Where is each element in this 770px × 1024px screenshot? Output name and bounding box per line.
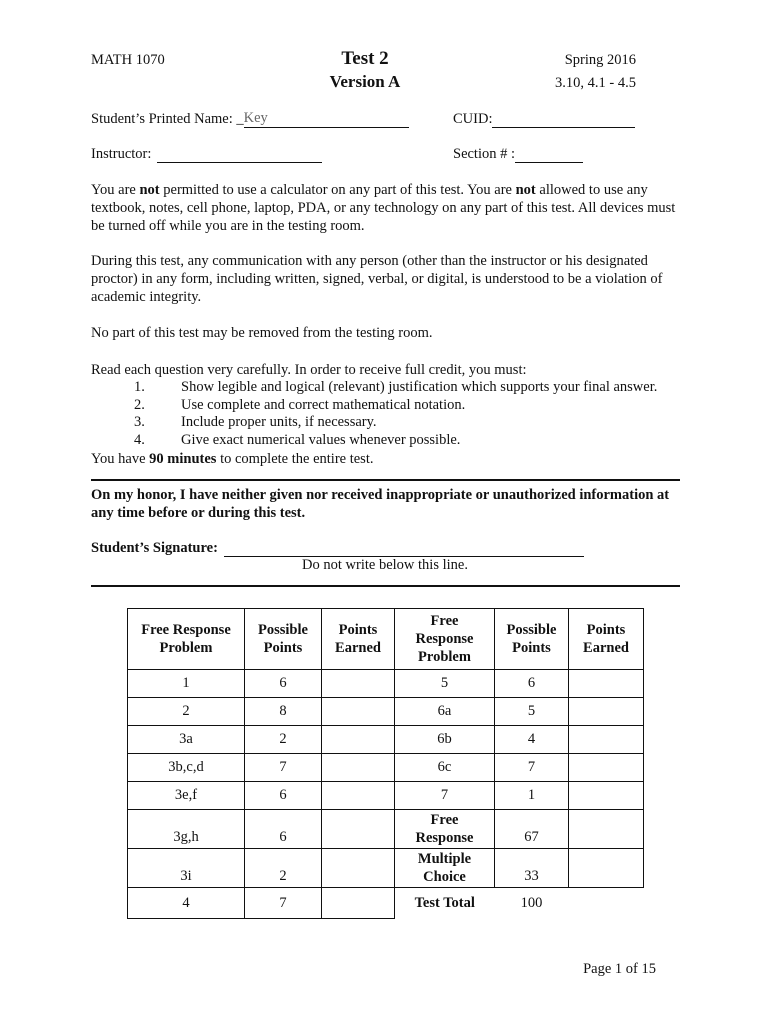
header-points-earned-right: Points Earned <box>569 609 644 670</box>
points-earned-cell[interactable] <box>322 670 395 698</box>
course-code: MATH 1070 <box>91 52 165 68</box>
points-earned-cell[interactable] <box>322 698 395 726</box>
student-name-field <box>91 110 409 128</box>
requirements-list <box>134 379 657 449</box>
do-not-write-note: Do not write below this line. <box>302 557 468 573</box>
cuid-label: CUID: <box>453 111 493 127</box>
points-earned-cell[interactable] <box>569 810 644 849</box>
free-response-points: 67 <box>495 810 569 849</box>
table-row: 3e,f 6 7 1 <box>128 782 644 810</box>
free-response-label: Free Response <box>395 810 495 849</box>
table-row: 3i 2 Multiple Choice 33 <box>128 849 644 888</box>
points-earned-cell[interactable] <box>322 888 395 919</box>
points-earned-cell[interactable] <box>569 670 644 698</box>
test-total-points: 100 <box>520 894 543 911</box>
section-field <box>453 145 583 163</box>
cuid-field <box>453 110 635 128</box>
time-limit: You have 90 minutes to complete the entire test. <box>91 451 374 467</box>
term: Spring 2016 <box>564 52 636 68</box>
test-title: Test 2 <box>341 48 389 69</box>
points-earned-cell[interactable] <box>322 810 395 849</box>
page-number: Page 1 of 15 <box>583 961 656 977</box>
points-earned-cell[interactable] <box>569 782 644 810</box>
divider-top <box>91 479 680 481</box>
multiple-choice-points: 33 <box>495 849 569 888</box>
header-possible-points-right: Possible Points <box>495 609 569 670</box>
student-name-label: Student’s Printed Name: _ <box>91 111 244 127</box>
points-earned-cell[interactable] <box>569 726 644 754</box>
table-row: 1 6 5 6 <box>128 670 644 698</box>
divider-bottom <box>91 585 680 587</box>
student-name-blank[interactable] <box>244 110 409 128</box>
points-earned-cell[interactable] <box>322 782 395 810</box>
points-earned-cell[interactable] <box>322 726 395 754</box>
requirement-item: 3. Include proper units, if necessary. <box>134 414 377 431</box>
header-points-earned: Points Earned <box>322 609 395 670</box>
points-earned-cell[interactable] <box>322 849 395 888</box>
points-earned-cell[interactable] <box>569 698 644 726</box>
header-free-response-problem: Free Response Problem <box>128 609 245 670</box>
integrity-policy: During this test, any communication with any person (other than the instructor or his designated proctor) in any form, including written, signed, verbal, or digital, is understood to be a violation of academic integrity. <box>91 253 663 305</box>
points-earned-cell[interactable] <box>569 849 644 888</box>
test-total-label: Test Total <box>414 894 475 911</box>
instructor-blank[interactable] <box>157 145 322 163</box>
test-version: Version A <box>329 72 401 91</box>
cuid-blank[interactable] <box>492 110 635 128</box>
table-row: 3b,c,d 7 6c 7 <box>128 754 644 782</box>
sections-covered: 3.10, 4.1 - 4.5 <box>555 75 636 91</box>
signature-field <box>91 539 584 557</box>
requirement-item: 2. Use complete and correct mathematical notation. <box>134 396 466 413</box>
instructor-label: Instructor: <box>91 146 152 162</box>
points-earned-cell[interactable] <box>569 754 644 782</box>
requirement-item: 4. Give exact numerical values whenever possible. <box>134 431 461 448</box>
instructions-intro: Read each question very carefully. In order to receive full credit, you must: <box>91 362 527 378</box>
table-row: 2 8 6a 5 <box>128 698 644 726</box>
score-table <box>127 608 644 919</box>
instructor-field <box>91 145 322 163</box>
table-row: 3g,h 6 Free Response 67 <box>128 810 644 849</box>
points-earned-cell[interactable] <box>322 754 395 782</box>
table-header-row <box>128 609 644 670</box>
calculator-policy: You are not permitted to use a calculator on any part of this test. You are not allowed to use any textbook, notes, cell phone, laptop, PDA, or any technology on any part of this test. All devices must be turned off while you are in the testing room. <box>91 182 676 234</box>
section-label: Section # : <box>453 146 516 162</box>
signature-blank[interactable] <box>224 539 584 557</box>
requirement-item: 1. Show legible and logical (relevant) justification which supports your final answer. <box>134 379 658 395</box>
honor-statement: On my honor, I have neither given nor received inappropriate or unauthorized information at any time before or during this test. <box>91 487 670 521</box>
header-possible-points: Possible Points <box>245 609 322 670</box>
student-name-value: Key <box>243 110 268 126</box>
removal-policy: No part of this test may be removed from the testing room. <box>91 325 433 341</box>
header-free-response-problem-right: Free Response Problem <box>395 609 495 670</box>
table-row: 4 7 Test Total 100 <box>128 888 644 919</box>
table-row: 3a 2 6b 4 <box>128 726 644 754</box>
multiple-choice-label: Multiple Choice <box>395 849 495 888</box>
section-blank[interactable] <box>515 145 583 163</box>
signature-label: Student’s Signature: <box>91 540 218 556</box>
